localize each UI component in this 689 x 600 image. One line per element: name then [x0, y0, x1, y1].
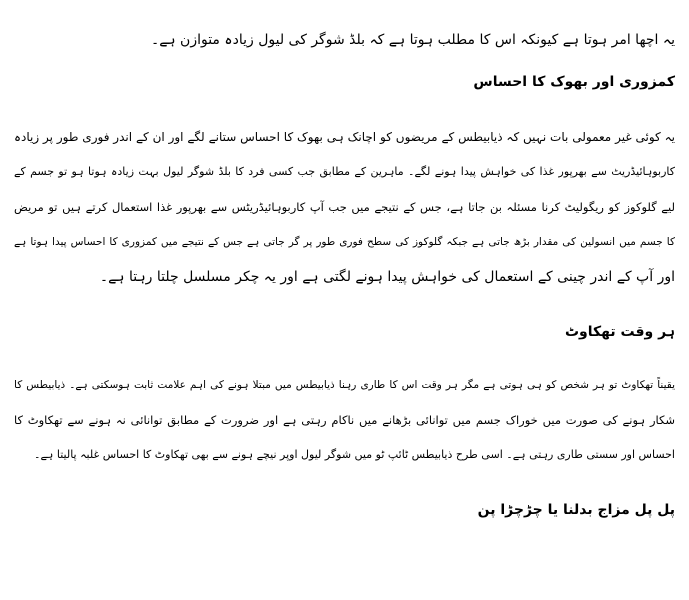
paragraph-line: لیے گلوکوز کو ریگولیٹ کرنا مسئلہ بن جاتا ہے، جس کے نتیجے میں جب آپ کاربوہائیڈریٹس سے بھرپور غذا استعمال کرتے ہیں تو مریض: [14, 200, 675, 214]
section-heading-constant-fatigue: ہر وقت تھکاوٹ: [564, 324, 675, 340]
section-heading-weakness-hunger: کمزوری اور بھوک کا احساس: [473, 74, 675, 90]
paragraph-line: یہ کوئی غیر معمولی بات نہیں کہ ذیابیطس کے مریضوں کو اچانک ہی بھوک کا احساس ستانے لگے اور ان کے اندر فوری طور پر زیادہ: [14, 130, 675, 144]
paragraph-line: یقیناً تھکاوٹ تو ہر شخص کو ہی ہوتی ہے مگر ہر وقت اس کا طاری رہنا ذیابیطس میں مبتلا ہونے کی اہم علامت ثابت ہوسکتی ہے۔ ذیابیطس کا: [14, 379, 675, 391]
paragraph-line: کا جسم میں انسولین کی مقدار بڑھ جاتی ہے جبکہ گلوکوز کی سطح فوری طور پر گر جاتی ہے جس کے نتیجے میں کمزوری کا احساس پیدا ہوتا ہے: [14, 236, 675, 248]
paragraph-line: احساس اور سستی طاری رہتی ہے۔ اسی طرح ذیابیطس ٹائپ ٹو میں شوگر لیول اوپر نیچے ہونے سے بھی تھکاوٹ کا احساس غلبہ پالیتا ہے۔: [34, 448, 675, 461]
paragraph-line: اور آپ کے اندر چینی کے استعمال کی خواہش پیدا ہونے لگتی ہے اور یہ چکر مسلسل چلتا رہتا ہے۔: [99, 269, 675, 285]
section-heading-mood-swings: پل پل مزاج بدلنا یا چڑچڑا پن: [477, 502, 675, 518]
paragraph-line: کاربوہائیڈریٹ سے بھرپور غذا کی خواہش پیدا ہونے لگے۔ ماہرین کے مطابق جب کسی فرد کا بلڈ شوگر لیول بہت زیادہ ہوتا ہو تو جسم کے: [14, 165, 675, 178]
paragraph-line: شکار ہونے کی صورت میں خوراک جسم میں توانائی بڑھانے میں ناکام رہتی ہے اور ضرورت کے مطابق توانائی نہ ہونے سے تھکاوٹ کا: [14, 413, 675, 427]
paragraph-line: یہ اچھا امر ہوتا ہے کیونکہ اس کا مطلب ہوتا ہے کہ بلڈ شوگر کی لیول زیادہ متوازن ہے۔: [150, 32, 675, 48]
